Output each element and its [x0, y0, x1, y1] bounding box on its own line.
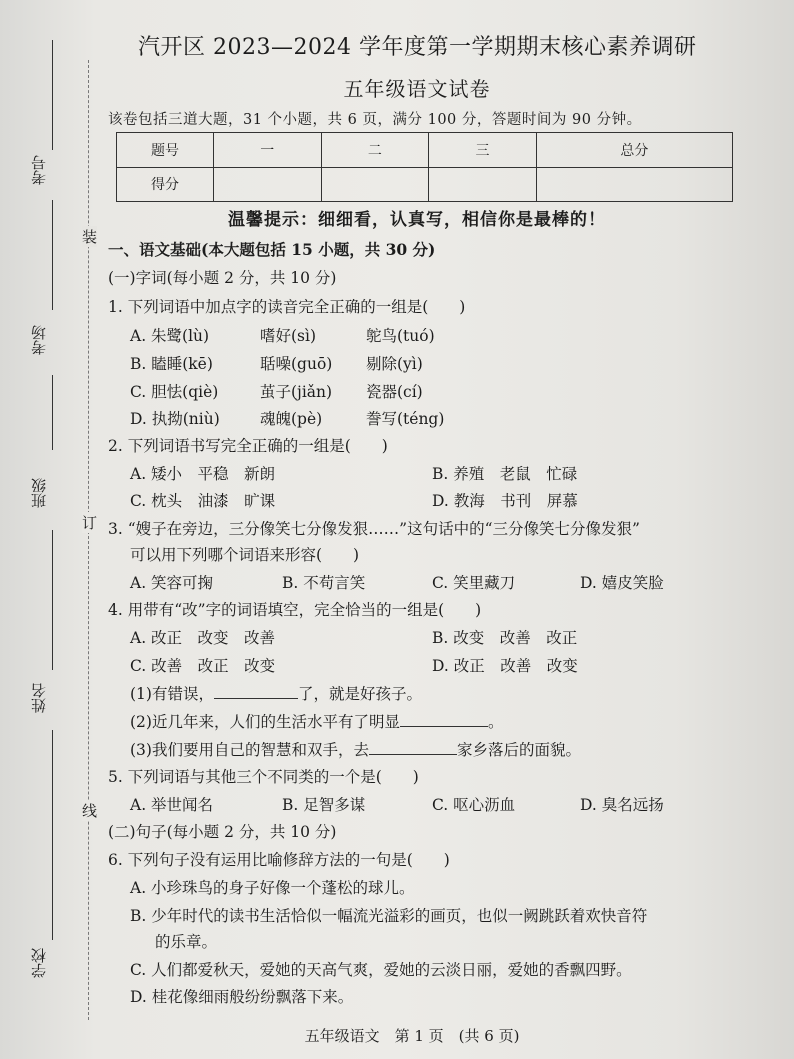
q5-option-b: B. 足智多谋 — [282, 796, 366, 814]
q1-option-d-2: 魂魄(pè) — [260, 410, 323, 428]
q4-option-a: A. 改正 改变 改善 — [130, 629, 276, 647]
page-footer: 五年级语文 第 1 页 (共 6 页) — [304, 1027, 520, 1045]
score-input-2[interactable] — [321, 167, 429, 202]
q5-option-a: A. 举世闻名 — [130, 796, 214, 814]
q4-sentence-3 — [130, 738, 581, 760]
q3-option-a: A. 笑容可掬 — [130, 574, 214, 592]
exam-subtitle: 五年级语文试卷 — [343, 77, 491, 101]
margin-label-name: 姓名 — [30, 683, 48, 713]
q3-option-b: B. 不苟言笑 — [282, 574, 366, 592]
q6-option-a: A. 小珍珠鸟的身子好像一个蓬松的球儿。 — [130, 879, 415, 897]
score-cell-2: 二 — [321, 133, 429, 168]
score-table-score-row — [117, 167, 733, 202]
score-cell-1: 一 — [214, 133, 322, 168]
q4-s1-after: 了，就是好孩子。 — [297, 685, 422, 703]
q2-option-c: C. 枕头 油漆 旷课 — [130, 492, 276, 510]
q4-blank-3[interactable] — [369, 740, 457, 755]
q1-option-a-3: 鸵鸟(tuó) — [366, 327, 435, 345]
q4-blank-2[interactable] — [400, 712, 488, 727]
score-input-1[interactable] — [214, 167, 322, 202]
q2-option-b: B. 养殖 老鼠 忙碌 — [432, 465, 578, 483]
score-cell-3: 三 — [429, 133, 537, 168]
q4-s2-after: 。 — [487, 713, 504, 731]
question-2-stem: 2. 下列词语书写完全正确的一组是( ) — [108, 437, 388, 455]
question-3-stem-cont: 可以用下列哪个词语来形容( ) — [130, 546, 360, 564]
part-heading-words: (一)字词(每小题 2 分，共 10 分) — [108, 269, 337, 287]
margin-label-class: 班级 — [30, 478, 48, 508]
name-line — [52, 730, 53, 940]
part-heading-sentences: (二)句子(每小题 2 分，共 10 分) — [108, 823, 337, 841]
score-table-header-row — [117, 133, 733, 168]
score-row-label: 得分 — [117, 167, 214, 202]
margin-label-exam-number: 考号 — [30, 155, 48, 185]
q6-option-c: C. 人们都爱秋天，爱她的天高气爽，爱她的云淡日丽，爱她的香飘四野。 — [130, 961, 632, 979]
q1-option-c-3: 瓷器(cí) — [366, 383, 423, 401]
q1-option-d-1: D. 执拗(niù) — [130, 410, 220, 428]
exam-title: 汽开区 2023—2024 学年度第一学期期末核心素养调研 — [138, 35, 697, 60]
q4-blank-1[interactable] — [214, 684, 298, 699]
margin-label-exam-room: 考场 — [30, 325, 48, 355]
score-table — [116, 132, 733, 202]
binding-dashed-line — [88, 60, 89, 1020]
class-line — [52, 530, 53, 670]
q6-option-b-cont: 的乐章。 — [155, 933, 218, 951]
q1-option-a-2: 嗜好(sì) — [260, 327, 317, 345]
q1-option-c-1: C. 胆怯(qiè) — [130, 383, 219, 401]
question-6-stem: 6. 下列句子没有运用比喻修辞方法的一句是( ) — [108, 851, 450, 869]
q4-option-c: C. 改善 改正 改变 — [130, 657, 276, 675]
question-3-stem: 3. “嫂子在旁边，三分像笑七分像发狠……”这句话中的“三分像笑七分像发狠” — [108, 520, 640, 538]
q1-option-c-2: 茧子(jiǎn) — [260, 383, 333, 401]
q5-option-d: D. 臭名远扬 — [580, 796, 664, 814]
question-5-stem: 5. 下列词语与其他三个不同类的一个是( ) — [108, 768, 419, 786]
q4-option-b: B. 改变 改善 改正 — [432, 629, 578, 647]
bind-char-ding: 订 — [82, 514, 98, 532]
q4-sentence-2 — [130, 710, 503, 732]
section-heading: 一、语文基础(本大题包括 15 小题，共 30 分) — [108, 240, 436, 259]
bind-char-zhuang: 装 — [82, 228, 98, 246]
question-1-stem: 1. 下列词语中加点字的读音完全正确的一组是( ) — [108, 298, 466, 316]
exam-room-line — [52, 375, 53, 450]
q3-option-c: C. 笑里藏刀 — [432, 574, 516, 592]
question-4-stem: 4. 用带有“改”字的词语填空，完全恰当的一组是( ) — [108, 601, 482, 619]
q1-option-a-1: A. 朱鹭(lù) — [130, 327, 210, 345]
q1-option-b-1: B. 瞌睡(kē) — [130, 355, 213, 373]
q1-option-b-3: 剔除(yì) — [366, 355, 423, 373]
q4-s3-after: 家乡落后的面貌。 — [456, 741, 581, 759]
q1-option-b-2: 聒噪(guō) — [260, 355, 333, 373]
q3-option-d: D. 嬉皮笑脸 — [580, 574, 664, 592]
q5-option-c: C. 呕心沥血 — [432, 796, 516, 814]
q6-option-b: B. 少年时代的读书生活恰似一幅流光溢彩的画页，也似一阙跳跃着欢快音符 — [130, 907, 648, 925]
score-input-3[interactable] — [429, 167, 537, 202]
score-cell-total: 总分 — [536, 133, 732, 168]
q2-option-a: A. 矮小 平稳 新朗 — [130, 465, 276, 483]
q2-option-d: D. 教海 书刊 屏慕 — [432, 492, 578, 510]
exam-intro: 该卷包括三道大题，31 个小题，共 6 页，满分 100 分，答题时间为 90 分钟。 — [108, 112, 642, 128]
q4-s3-before: (3)我们要用自己的智慧和双手，去 — [130, 741, 369, 759]
margin-label-school: 学校 — [30, 948, 48, 978]
q4-sentence-1 — [130, 682, 422, 704]
q4-option-d: D. 改正 改善 改变 — [432, 657, 578, 675]
q4-s1-before: (1)有错误， — [130, 685, 214, 703]
bind-char-xian: 线 — [82, 802, 98, 820]
score-input-total[interactable] — [536, 167, 732, 202]
score-cell-label: 题号 — [117, 133, 214, 168]
q6-option-d: D. 桂花像细雨般纷纷飘落下来。 — [130, 988, 354, 1006]
q1-option-d-3: 誊写(téng) — [366, 410, 445, 428]
q4-s2-before: (2)近几年来，人们的生活水平有了明显 — [130, 713, 400, 731]
friendly-tip: 温馨提示：细细看，认真写，相信你是最棒的！ — [228, 210, 606, 230]
